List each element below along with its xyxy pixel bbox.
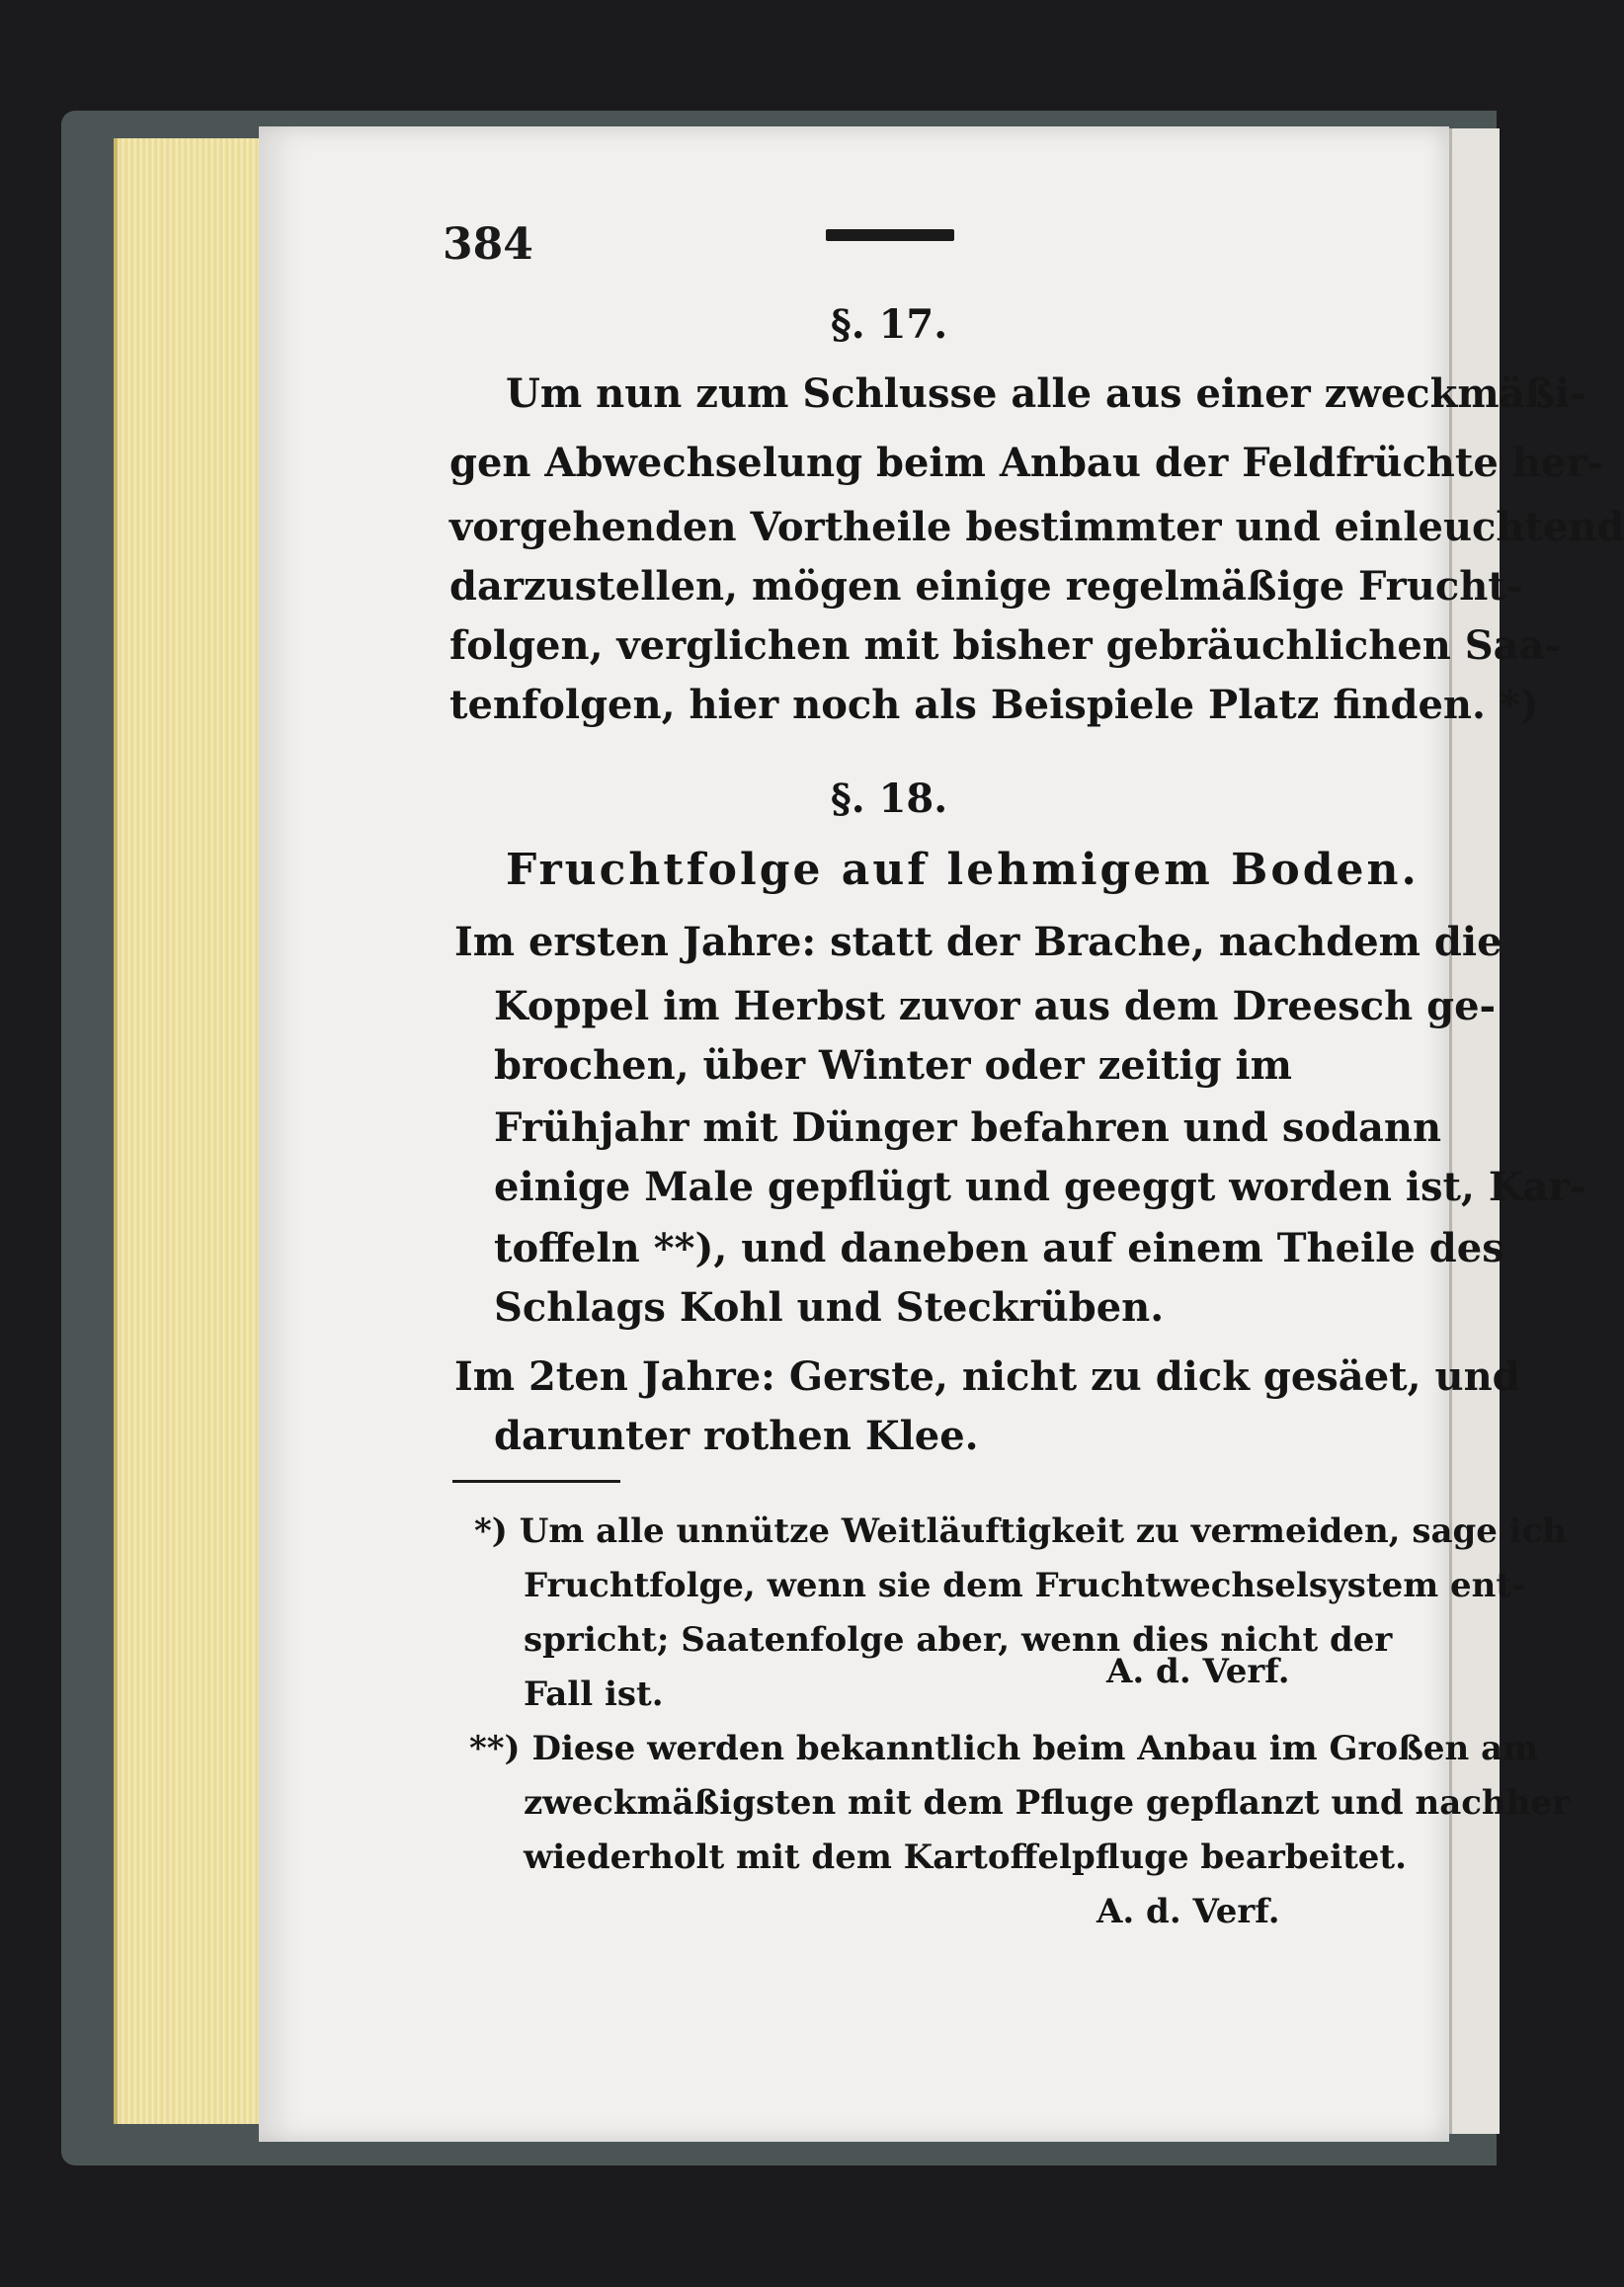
- footnote1-line4: Fall ist.: [524, 1674, 664, 1714]
- header-rule: [826, 229, 954, 241]
- para2-line1: Im ersten Jahre: statt der Brache, nachdem die: [454, 919, 1502, 965]
- facing-page-edge: [1449, 128, 1500, 2134]
- para1-line6: tenfolgen, hier noch als Beispiele Platz finden. *): [449, 682, 1539, 728]
- para1-line3: vorgehenden Vortheile bestimmter und einleuchtend: [449, 504, 1624, 550]
- footnote-rule: [452, 1480, 620, 1483]
- para2-line3: brochen, über Winter oder zeitig im: [494, 1042, 1293, 1089]
- para2-line4: Frühjahr mit Dünger befahren und sodann: [494, 1104, 1442, 1151]
- footnote2-line1: **) Diese werden bekanntlich beim Anbau im Großen am: [469, 1729, 1539, 1768]
- footnote2-signature: A. d. Verf.: [1096, 1892, 1280, 1931]
- para1-line1: Um nun zum Schlusse alle aus einer zweckmäßi-: [506, 370, 1586, 417]
- section-18-title: §. 18.: [830, 776, 948, 822]
- para2-line2: Koppel im Herbst zuvor aus dem Dreesch ge-: [494, 983, 1497, 1029]
- page-number: 384: [443, 219, 533, 270]
- para2-line6: toffeln **), und daneben auf einem Theile des: [494, 1225, 1504, 1271]
- para2-line5: einige Male gepflügt und geeggt worden ist, Kar-: [494, 1164, 1586, 1210]
- footnote1-line3: spricht; Saatenfolge aber, wenn dies nicht der: [524, 1620, 1393, 1660]
- page-edges: [114, 138, 266, 2124]
- section-heading: Fruchtfolge auf lehmigem Boden.: [506, 845, 1420, 895]
- para3-line1: Im 2ten Jahre: Gerste, nicht zu dick gesäet, und: [454, 1353, 1520, 1400]
- para1-line2: gen Abwechselung beim Anbau der Feldfrüchte her-: [449, 440, 1603, 486]
- footnote1-line2: Fruchtfolge, wenn sie dem Fruchtwechselsystem ent-: [524, 1566, 1526, 1605]
- footnote2-line3: wiederholt mit dem Kartoffelpfluge bearbeitet.: [524, 1838, 1407, 1877]
- footnote2-line2: zweckmäßigsten mit dem Pfluge gepflanzt und nachher: [524, 1783, 1570, 1823]
- footnote1-line1: *) Um alle unnütze Weitläuftigkeit zu vermeiden, sage ich: [474, 1511, 1568, 1551]
- footnote1-signature: A. d. Verf.: [1106, 1652, 1290, 1691]
- para1-line4: darzustellen, mögen einige regelmäßige Frucht-: [449, 563, 1523, 610]
- para2-line7: Schlags Kohl und Steckrüben.: [494, 1284, 1165, 1331]
- section-17-title: §. 17.: [830, 301, 948, 348]
- para3-line2: darunter rothen Klee.: [494, 1413, 979, 1459]
- para1-line5: folgen, verglichen mit bisher gebräuchlichen Saa-: [449, 622, 1562, 669]
